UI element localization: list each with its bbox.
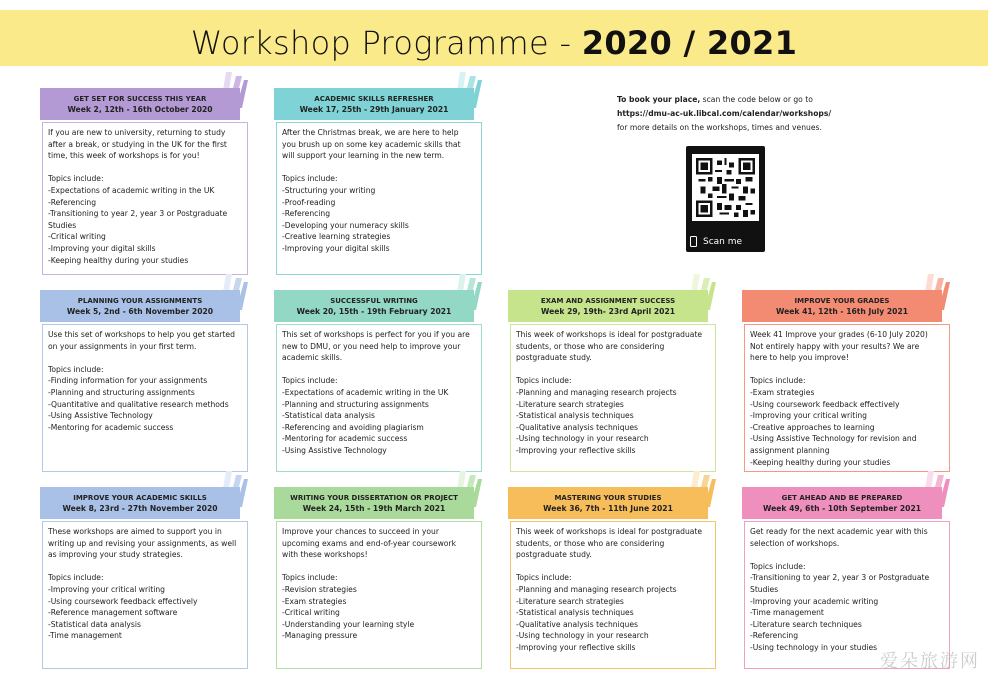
card-line: -Using coursework feedback effectively bbox=[48, 596, 198, 606]
booking-url[interactable]: https://dmu-ac-uk.libcal.com/calendar/workshops/ bbox=[617, 109, 832, 118]
card-line: -Expectations of academic writing in the UK bbox=[48, 185, 215, 195]
card-line: upcoming exams and end-of-year coursework bbox=[282, 538, 456, 548]
card-line: on your assignments in your first term. bbox=[48, 341, 197, 351]
card-line: This week of workshops is ideal for postgraduate bbox=[516, 330, 703, 339]
card-line: -Improving your critical writing bbox=[48, 584, 165, 594]
card-dates: Week 41, 12th - 16th July 2021 bbox=[775, 306, 909, 316]
card-line: Topics include: bbox=[516, 376, 572, 386]
card-line: -Mentoring for academic success bbox=[282, 434, 408, 444]
card-body bbox=[42, 122, 248, 275]
card-line: Topics include: bbox=[750, 376, 806, 386]
card-line: -Referencing and avoiding plagiarism bbox=[282, 422, 424, 432]
card-line: -Time management bbox=[48, 631, 122, 641]
card-title: EXAM AND ASSIGNMENT SUCCESS bbox=[540, 296, 676, 305]
card-line: This set of workshops is perfect for you if you are bbox=[282, 330, 470, 339]
card-line: Improve your chances to succeed in your bbox=[282, 527, 439, 536]
scan-me-label bbox=[690, 236, 761, 247]
card-gap bbox=[48, 561, 242, 573]
card-line: students, or those who are considering bbox=[516, 538, 665, 548]
watermark: 爱朵旅游网 bbox=[880, 651, 980, 672]
card-line: assignment planning bbox=[750, 445, 830, 455]
card-line: writing up and revising your assignments, as well bbox=[48, 538, 237, 548]
card-line: -Creative approaches to learning bbox=[750, 422, 875, 432]
card-line: -Creative learning strategies bbox=[282, 232, 391, 242]
card-line: Use this set of workshops to help you get started bbox=[48, 330, 235, 339]
card-line: -Exam strategies bbox=[750, 387, 815, 397]
card-line: -Improving your reflective skills bbox=[516, 445, 636, 455]
card-line: -Qualitative analysis techniques bbox=[516, 422, 638, 432]
card-gap bbox=[282, 364, 476, 376]
card-line: -Structuring your writing bbox=[282, 185, 376, 195]
card-line: -Planning and managing research projects bbox=[516, 387, 677, 397]
card-line: -Critical writing bbox=[48, 232, 106, 242]
phone-icon bbox=[690, 236, 697, 247]
card-line: Topics include: bbox=[282, 573, 338, 583]
card-line: academic skills. bbox=[282, 353, 343, 363]
card-body bbox=[276, 122, 482, 275]
card-line: -Using Assistive Technology for revision and bbox=[750, 434, 917, 444]
card-body bbox=[510, 324, 716, 472]
card-title: GET AHEAD AND BE PREPARED bbox=[781, 493, 903, 502]
card-line: with these workshops! bbox=[282, 550, 368, 560]
card-title: SUCCESSFUL WRITING bbox=[330, 296, 418, 305]
card-line: -Using coursework feedback effectively bbox=[750, 399, 900, 409]
card-header bbox=[274, 290, 474, 322]
card-line: -Mentoring for academic success bbox=[48, 422, 174, 432]
card-gap bbox=[750, 549, 944, 561]
card-line: you brush up on some key academic skills that bbox=[282, 139, 461, 149]
card-title: IMPROVE YOUR GRADES bbox=[794, 296, 890, 305]
card-header bbox=[40, 290, 240, 322]
card-header bbox=[40, 487, 240, 519]
card-line: -Keeping healthy during your studies bbox=[750, 457, 891, 467]
card-title: WRITING YOUR DISSERTATION OR PROJECT bbox=[290, 493, 458, 502]
card-line: This week of workshops is ideal for postgraduate bbox=[516, 527, 703, 536]
card-header bbox=[274, 487, 474, 519]
card-header bbox=[40, 88, 240, 120]
card-dates: Week 8, 23rd - 27th November 2020 bbox=[62, 503, 218, 513]
card-dates: Week 29, 19th- 23rd April 2021 bbox=[540, 306, 676, 316]
card-line: -Developing your numeracy skills bbox=[282, 220, 409, 230]
card-line: -Proof-reading bbox=[282, 197, 336, 207]
card-line: postgraduate study. bbox=[516, 353, 592, 363]
card-header bbox=[508, 487, 708, 519]
card-line: -Improving your digital skills bbox=[282, 243, 390, 253]
card-line: -Keeping healthy during your studies bbox=[48, 255, 189, 265]
card-line: -Statistical analysis techniques bbox=[516, 411, 634, 421]
card-title: MASTERING YOUR STUDIES bbox=[554, 493, 662, 502]
card-dates: Week 20, 15th - 19th February 2021 bbox=[296, 306, 452, 316]
card-title: PLANNING YOUR ASSIGNMENTS bbox=[77, 296, 203, 305]
card-gap bbox=[282, 162, 476, 174]
card-line: -Improving your academic writing bbox=[750, 596, 879, 606]
card-line: After the Christmas break, we are here to help bbox=[282, 128, 459, 137]
card-line: after a break, or studying in the UK for the first bbox=[48, 139, 227, 149]
card-line: -Qualitative analysis techniques bbox=[516, 619, 638, 629]
card-line: Topics include: bbox=[48, 364, 104, 374]
booking-line-3: for more details on the workshops, times and venues. bbox=[617, 123, 822, 132]
card-gap bbox=[750, 364, 944, 376]
card-line: selection of workshops. bbox=[750, 538, 840, 548]
card-line: -Statistical data analysis bbox=[48, 619, 141, 629]
card-line: -Transitioning to year 2, year 3 or Postgraduate bbox=[750, 573, 930, 583]
card-line: If you are new to university, returning to study bbox=[48, 128, 226, 137]
card-body bbox=[276, 324, 482, 472]
card-line: Studies bbox=[48, 220, 77, 230]
card-line: -Reference management software bbox=[48, 608, 178, 618]
card-line: Not entirely happy with your results? We are bbox=[750, 341, 920, 351]
card-line: -Expectations of academic writing in the UK bbox=[282, 387, 449, 397]
card-header bbox=[742, 487, 942, 519]
card-line: -Literature search strategies bbox=[516, 596, 624, 606]
card-line: -Quantitative and qualitative research methods bbox=[48, 399, 229, 409]
card-line: -Referencing bbox=[48, 197, 97, 207]
qr-code-panel[interactable] bbox=[686, 146, 765, 252]
card-gap bbox=[516, 364, 710, 376]
card-dates: Week 24, 15th - 19th March 2021 bbox=[302, 503, 446, 513]
booking-line-1-rest: scan the code below or go to bbox=[700, 95, 813, 104]
scan-me-text: Scan me bbox=[703, 236, 743, 247]
card-line: -Planning and structuring assignments bbox=[282, 399, 429, 409]
card-line: -Improving your reflective skills bbox=[516, 642, 636, 652]
card-line: -Referencing bbox=[282, 209, 331, 219]
card-title: GET SET FOR SUCCESS THIS YEAR bbox=[73, 94, 207, 103]
card-gap bbox=[516, 561, 710, 573]
card-header bbox=[508, 290, 708, 322]
card-line: -Using Assistive Technology bbox=[48, 411, 153, 421]
card-body bbox=[276, 521, 482, 669]
card-body bbox=[510, 521, 716, 669]
page-title bbox=[0, 24, 988, 62]
card-dates: Week 17, 25th - 29th January 2021 bbox=[299, 104, 449, 114]
card-line: -Statistical data analysis bbox=[282, 411, 375, 421]
card-line: -Using technology in your studies bbox=[750, 642, 878, 652]
card-line: -Time management bbox=[750, 608, 824, 618]
card-line: Topics include: bbox=[282, 174, 338, 184]
card-line: -Statistical analysis techniques bbox=[516, 608, 634, 618]
card-dates: Week 49, 6th - 10th September 2021 bbox=[762, 503, 922, 513]
card-line: -Revision strategies bbox=[282, 584, 357, 594]
card-gap bbox=[48, 162, 242, 174]
card-gap bbox=[282, 561, 476, 573]
card-line: -Using Assistive Technology bbox=[282, 445, 387, 455]
card-line: -Literature search techniques bbox=[750, 619, 862, 629]
qr-code bbox=[692, 154, 759, 221]
card-body bbox=[744, 324, 950, 472]
card-gap bbox=[48, 352, 242, 364]
card-title: IMPROVE YOUR ACADEMIC SKILLS bbox=[73, 493, 207, 502]
card-line: Studies bbox=[750, 584, 779, 594]
card-line: -Using technology in your research bbox=[516, 434, 649, 444]
card-line: Topics include: bbox=[48, 573, 104, 583]
card-line: -Using technology in your research bbox=[516, 631, 649, 641]
card-line: -Planning and structuring assignments bbox=[48, 387, 195, 397]
card-dates: Week 2, 12th - 16th October 2020 bbox=[67, 104, 213, 114]
card-line: These workshops are aimed to support you in bbox=[48, 527, 222, 536]
title-year: 2020 / 2021 bbox=[581, 24, 798, 62]
card-line: here to help you improve! bbox=[750, 353, 849, 363]
booking-line-1 bbox=[617, 93, 857, 107]
card-line: -Planning and managing research projects bbox=[516, 584, 677, 594]
booking-info bbox=[617, 93, 857, 135]
card-line: Topics include: bbox=[48, 174, 104, 184]
card-line: time, this week of workshops is for you! bbox=[48, 151, 200, 161]
card-line: -Managing pressure bbox=[282, 631, 358, 641]
card-line: -Improving your digital skills bbox=[48, 243, 156, 253]
card-line: Topics include: bbox=[750, 561, 806, 571]
card-line: -Understanding your learning style bbox=[282, 619, 415, 629]
card-line: as improving your study strategies. bbox=[48, 550, 183, 560]
card-line: Topics include: bbox=[516, 573, 572, 583]
card-header bbox=[274, 88, 474, 120]
card-line: Week 41 Improve your grades (6-10 July 2020) bbox=[750, 330, 928, 339]
card-line: will support your learning in the new term. bbox=[282, 151, 445, 161]
title-prefix: Workshop Programme - bbox=[190, 24, 572, 62]
booking-lead: To book your place, bbox=[617, 95, 701, 104]
card-line: -Transitioning to year 2, year 3 or Postgraduate bbox=[48, 209, 228, 219]
card-line: students, or those who are considering bbox=[516, 341, 665, 351]
card-line: Get ready for the next academic year with this bbox=[750, 527, 928, 536]
card-line: -Finding information for your assignments bbox=[48, 376, 208, 386]
card-line: -Exam strategies bbox=[282, 596, 347, 606]
card-line: Topics include: bbox=[282, 376, 338, 386]
card-line: -Literature search strategies bbox=[516, 399, 624, 409]
card-line: -Improving your critical writing bbox=[750, 411, 867, 421]
card-body bbox=[42, 324, 248, 472]
card-header bbox=[742, 290, 942, 322]
card-body bbox=[42, 521, 248, 669]
card-dates: Week 5, 2nd - 6th November 2020 bbox=[66, 306, 214, 316]
card-line: -Referencing bbox=[750, 631, 799, 641]
card-line: new to DMU, or you need help to improve your bbox=[282, 341, 461, 351]
card-dates: Week 36, 7th - 11th June 2021 bbox=[543, 503, 673, 513]
card-title: ACADEMIC SKILLS REFRESHER bbox=[314, 94, 434, 103]
card-line: -Critical writing bbox=[282, 608, 340, 618]
card-line: postgraduate study. bbox=[516, 550, 592, 560]
